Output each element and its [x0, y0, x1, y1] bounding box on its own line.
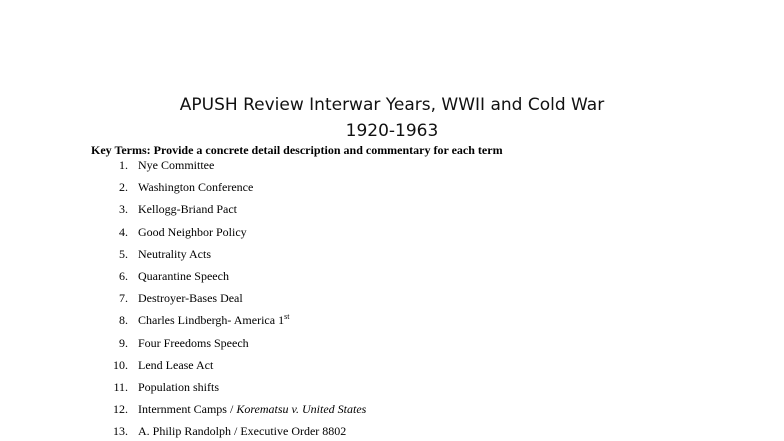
item-number: 13.: [113, 424, 128, 439]
item-label: A. Philip Randolph / Executive Order 8802: [138, 424, 347, 439]
item-label: Kellogg-Briand Pact: [138, 202, 237, 217]
item-number: 11.: [113, 379, 128, 394]
item-number: 6.: [119, 268, 128, 283]
item-label: Quarantine Speech: [138, 268, 229, 283]
item-label: Destroyer-Bases Deal: [138, 291, 243, 306]
item-number: 2.: [119, 180, 128, 195]
item-number: 7.: [119, 291, 128, 306]
item-label: Washington Conference: [138, 180, 254, 195]
item-label: Neutrality Acts: [138, 246, 211, 261]
item-number: 9.: [119, 335, 128, 350]
item-label: Population shifts: [138, 379, 220, 394]
item-number: 5.: [119, 246, 128, 261]
page-title: APUSH Review Interwar Years, WWII and Cold War: [179, 95, 605, 115]
item-label: Nye Committee: [138, 158, 215, 172]
page-subtitle-years: 1920-1963: [345, 121, 439, 141]
item-number: 1.: [119, 158, 128, 172]
item-number: 12.: [113, 402, 128, 417]
item-number: 3.: [119, 202, 128, 217]
case-name: Korematsu v. United States: [236, 402, 367, 417]
item-label: Four Freedoms Speech: [138, 335, 249, 350]
item-label: Good Neighbor Policy: [138, 224, 247, 239]
item-label: Internment Camps / Korematsu v. United States: [138, 402, 367, 417]
ordinal-suffix: st: [284, 312, 290, 322]
item-label: Lend Lease Act: [138, 357, 214, 372]
item-number: 10.: [113, 357, 128, 372]
item-number: 8.: [119, 313, 128, 328]
item-label: Charles Lindbergh- America 1st: [138, 312, 290, 328]
key-terms-heading: Key Terms: Provide a concrete detail description and commentary for each term: [91, 143, 503, 157]
item-number: 4.: [119, 224, 128, 239]
